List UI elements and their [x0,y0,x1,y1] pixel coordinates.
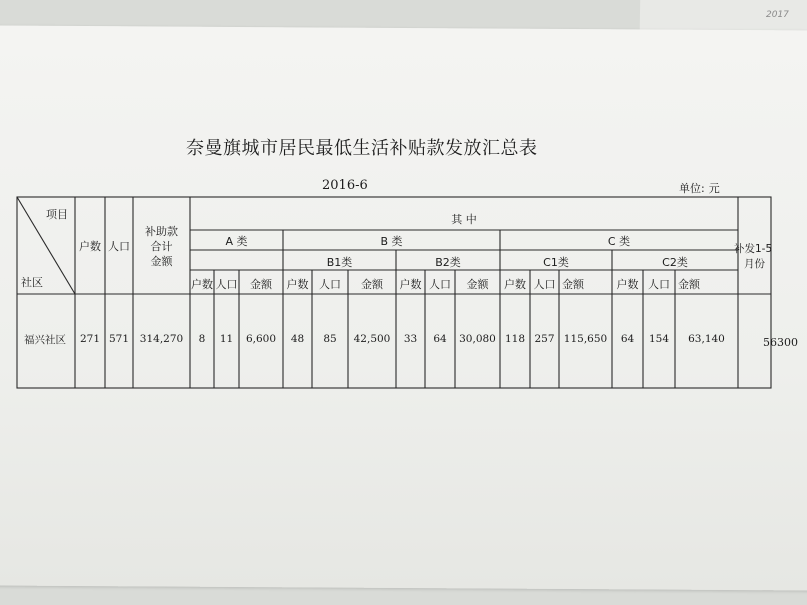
header-people: 人口 [108,240,130,253]
row-b1-people: 85 [323,333,337,345]
header-total-amount [133,224,190,269]
header-sub-b2: B2类 [435,256,461,269]
header-sub-c2: C2类 [662,256,688,269]
header-sub-b1: B1类 [326,256,353,269]
handwritten-note: 2017 [766,10,789,20]
header-total-line2: 合计 [150,240,173,253]
row-b2-amount: 30,080 [459,333,496,345]
row-households: 271 [79,333,101,345]
row-b1-households: 48 [290,333,305,345]
row-b1-amount: 42,500 [353,333,391,345]
row-total: 314,270 [139,333,184,345]
header-extra [734,242,773,272]
col-c2-households: 户数 [616,278,639,291]
document-title: 奈曼旗城市居民最低生活补贴款发放汇总表 [186,138,538,159]
header-households: 户数 [79,240,101,253]
row-extra: 56300 [763,336,798,349]
col-a-households: 户数 [191,278,213,291]
row-c2-households: 64 [620,333,635,345]
row-people: 571 [108,333,130,345]
header-cat-c: C 类 [607,235,631,248]
col-b1-amount: 金额 [361,278,383,291]
unit-label-text: 单位: [679,182,705,195]
header-extra-line1: 补发1-5 [734,243,773,255]
col-b2-households: 户数 [399,278,422,291]
col-a-people: 人口 [215,278,238,291]
row-c1-amount: 115,650 [563,333,608,345]
col-c1-households: 户数 [504,278,526,291]
col-b1-households: 户数 [286,278,309,291]
header-cat-b: B 类 [380,235,403,248]
col-b2-amount: 金额 [466,278,489,291]
row-c1-people: 257 [534,333,555,345]
col-c1-amount: 金额 [562,278,584,291]
row-community: 福兴社区 [24,334,66,346]
header-community: 社区 [21,276,43,289]
header-among: 其 中 [451,213,477,226]
row-a-amount: 6,600 [245,333,277,345]
header-sub-c1: C1类 [543,256,569,269]
header-cat-a: A 类 [225,235,248,248]
col-b2-people: 人口 [429,278,451,291]
row-c2-amount: 63,140 [688,333,725,345]
row-a-people: 11 [219,333,234,345]
col-c2-amount: 金额 [678,278,700,291]
report-date: 2016-6 [322,178,368,193]
unit-value: 元 [708,182,720,195]
col-a-amount: 金额 [250,278,272,291]
header-extra-line2: 月份 [744,258,765,270]
row-a-households: 8 [198,333,206,345]
row-c1-households: 118 [504,333,526,345]
header-total-line1: 补助款 [145,225,178,238]
row-c2-people: 154 [648,333,670,345]
header-total-line3: 金额 [150,255,173,268]
col-b1-people: 人口 [319,278,341,291]
header-item: 项目 [46,208,68,221]
row-b2-households: 33 [403,333,418,345]
col-c2-people: 人口 [648,278,670,291]
col-c1-people: 人口 [533,278,556,291]
row-b2-people: 64 [433,333,447,345]
